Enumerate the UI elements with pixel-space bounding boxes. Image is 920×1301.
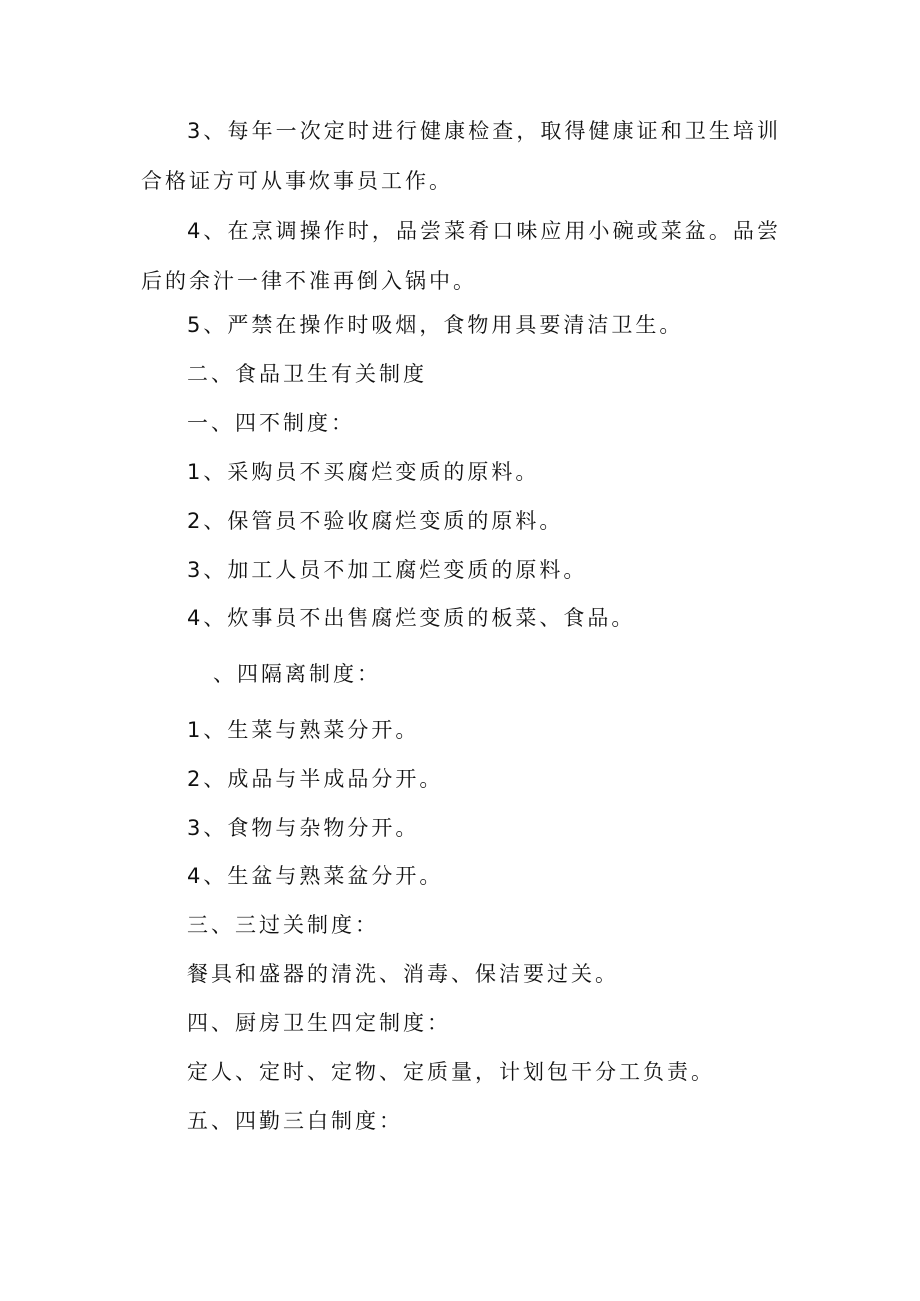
list-item: 1、生菜与熟菜分开。 [187,718,420,742]
text-line-tableware: 餐具和盛器的清洗、消毒、保洁要过关。 [187,962,619,986]
subsection-four-diligent-three-white: 五、四勤三白制度： [187,1109,403,1133]
list-item: 1、采购员不买腐烂变质的原料。 [187,460,540,484]
subsection-three-checks: 三、三过关制度： [187,913,379,937]
subsection-four-separations: 、四隔离制度： [213,662,381,686]
list-item: 3、食物与杂物分开。 [187,816,420,840]
subsection-four-nots: 一、四不制度： [187,411,355,435]
paragraph-health-check: 3、每年一次定时进行健康检查，取得健康证和卫生培训合格证方可从事炊事员工作。 [141,119,781,193]
list-item: 2、成品与半成品分开。 [187,767,444,791]
section-heading-food-hygiene: 二、食品卫生有关制度 [187,362,427,386]
text-line-no-smoking: 5、严禁在操作时吸烟，食物用具要清洁卫生。 [187,313,684,337]
paragraph-tasting-rule: 4、在烹调操作时，品尝菜肴口味应用小碗或菜盆。品尝后的余汁一律不准再倒入锅中。 [141,219,781,293]
list-item: 3、加工人员不加工腐烂变质的原料。 [187,558,588,582]
text-line-responsibility: 定人、定时、定物、定质量，计划包干分工负责。 [187,1060,715,1084]
subsection-kitchen-four-fixed: 四、厨房卫生四定制度： [187,1011,451,1035]
list-item: 2、保管员不验收腐烂变质的原料。 [187,509,564,533]
list-item: 4、生盆与熟菜盆分开。 [187,864,444,888]
list-item: 4、炊事员不出售腐烂变质的板菜、食品。 [187,606,636,630]
